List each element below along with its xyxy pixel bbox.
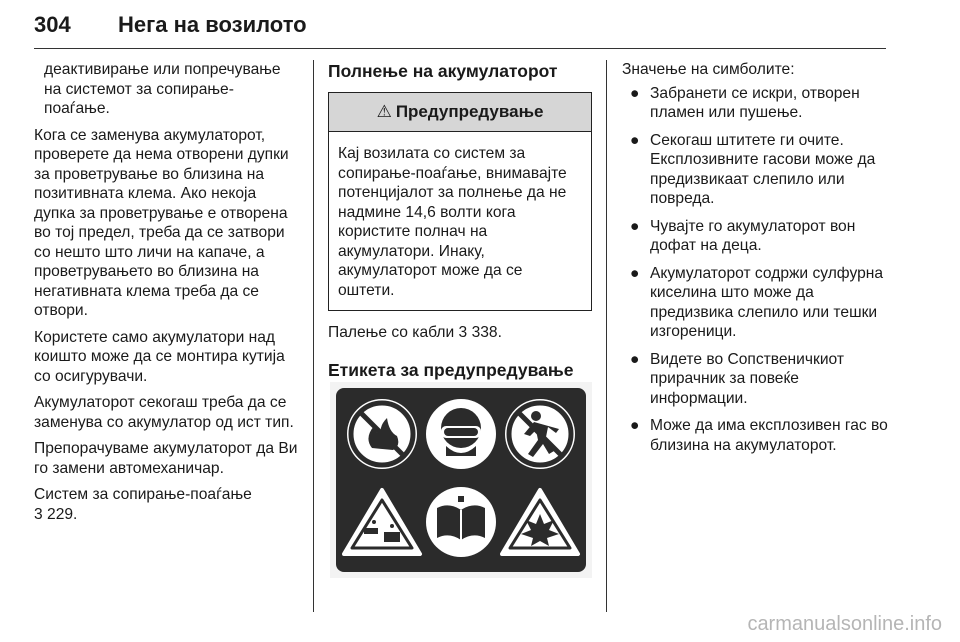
paragraph: Кога се заменува акумулаторот, проверете да нема отворени дупки за проветрување во близина на позитивната клема. Ако некоја дупка за проветрување е отворена во тој предел, треба да се затвори со нешто што личи на капаче, а проветрувањето во близина на негативната клема треба да се отвори. [34, 126, 289, 319]
xref-text: Систем за сопирање-поаѓање [34, 486, 252, 503]
cross-reference[interactable] [34, 485, 298, 524]
list-item: ● Забранети се искри, отворен пламен или пушење. [630, 84, 860, 121]
no-fire-smoking-icon [347, 399, 417, 469]
keep-away-children-icon [505, 399, 575, 469]
chapter-title: Нега на возилото [118, 12, 307, 37]
list-item: ● Видете во Сопственичкиот прирачник за повеќе информации. [630, 350, 844, 407]
xref-page: 338. [471, 324, 502, 341]
cross-reference[interactable] [328, 323, 592, 343]
bullet-icon: ● [630, 84, 640, 102]
paragraph: Препорачуваме акумулаторот да Ви го замени автомеханичар. [34, 440, 298, 477]
warning-body: Кај возилата со систем за сопирање-поаѓање, внимавајте потенцијалот за полнење да не надмине 14,6 волти кога користите полнач на акумулатори. Инаку, акумулаторот може да се оштети. [338, 145, 567, 299]
warning-label-graphic [330, 382, 592, 578]
paragraph: Користете само акумулатори над коишто може да се монтира кутија со осигурувачи. [34, 328, 285, 385]
column-middle [328, 60, 592, 391]
warning-header [329, 93, 591, 132]
warning-box [328, 92, 592, 311]
list-item: ● Секогаш штитете ги очите. Експлозивните гасови може да предизвикаат слепило или повреда. [630, 131, 876, 207]
xref-arrow-icon: 3 [34, 505, 43, 523]
bullet-icon: ● [630, 131, 640, 149]
warning-title: Предупредување [395, 102, 544, 122]
bullet-icon: ● [630, 417, 640, 434]
warning-triangle-icon: ⚠ [376, 102, 392, 122]
read-manual-icon [426, 487, 496, 557]
list-item: ● Чувајте го акумулаторот вон дофат на деца. [630, 217, 856, 254]
list-item: ● Може да има експлозивен гас во близина на акумулаторот. [630, 417, 888, 454]
xref-page: 229. [47, 505, 78, 523]
continued-text: деактивирање или попречување на системот за сопирање-поаѓање. [44, 61, 281, 117]
battery-warning-label [330, 382, 592, 578]
bullet-icon: ● [630, 217, 640, 235]
bullet-icon: ● [630, 350, 640, 368]
eye-protection-icon [426, 399, 496, 469]
page-header [34, 8, 886, 49]
section-heading: Етикета за предупредување [328, 359, 574, 380]
column-divider [313, 60, 314, 612]
paragraph: Акумулаторот секогаш треба да се заменува со акумулатор од ист тип. [34, 394, 294, 431]
bullet-icon: ● [630, 264, 640, 282]
xref-arrow-icon: 3 [458, 324, 468, 341]
watermark: carmanualsonline.info [747, 613, 942, 635]
column-right [622, 60, 888, 463]
list-item: ● Акумулаторот содржи сулфурна киселина што може да предизвика слепило или тешки изгореници. [630, 264, 884, 340]
page-number: 304 [34, 12, 71, 37]
column-left [34, 60, 298, 531]
column-divider [606, 60, 607, 612]
xref-text: Палење со кабли [328, 324, 455, 341]
symbols-list [622, 84, 888, 456]
section-heading: Полнење на акумулаторот [328, 61, 558, 81]
symbols-intro: Значење на симболите: [622, 61, 795, 78]
